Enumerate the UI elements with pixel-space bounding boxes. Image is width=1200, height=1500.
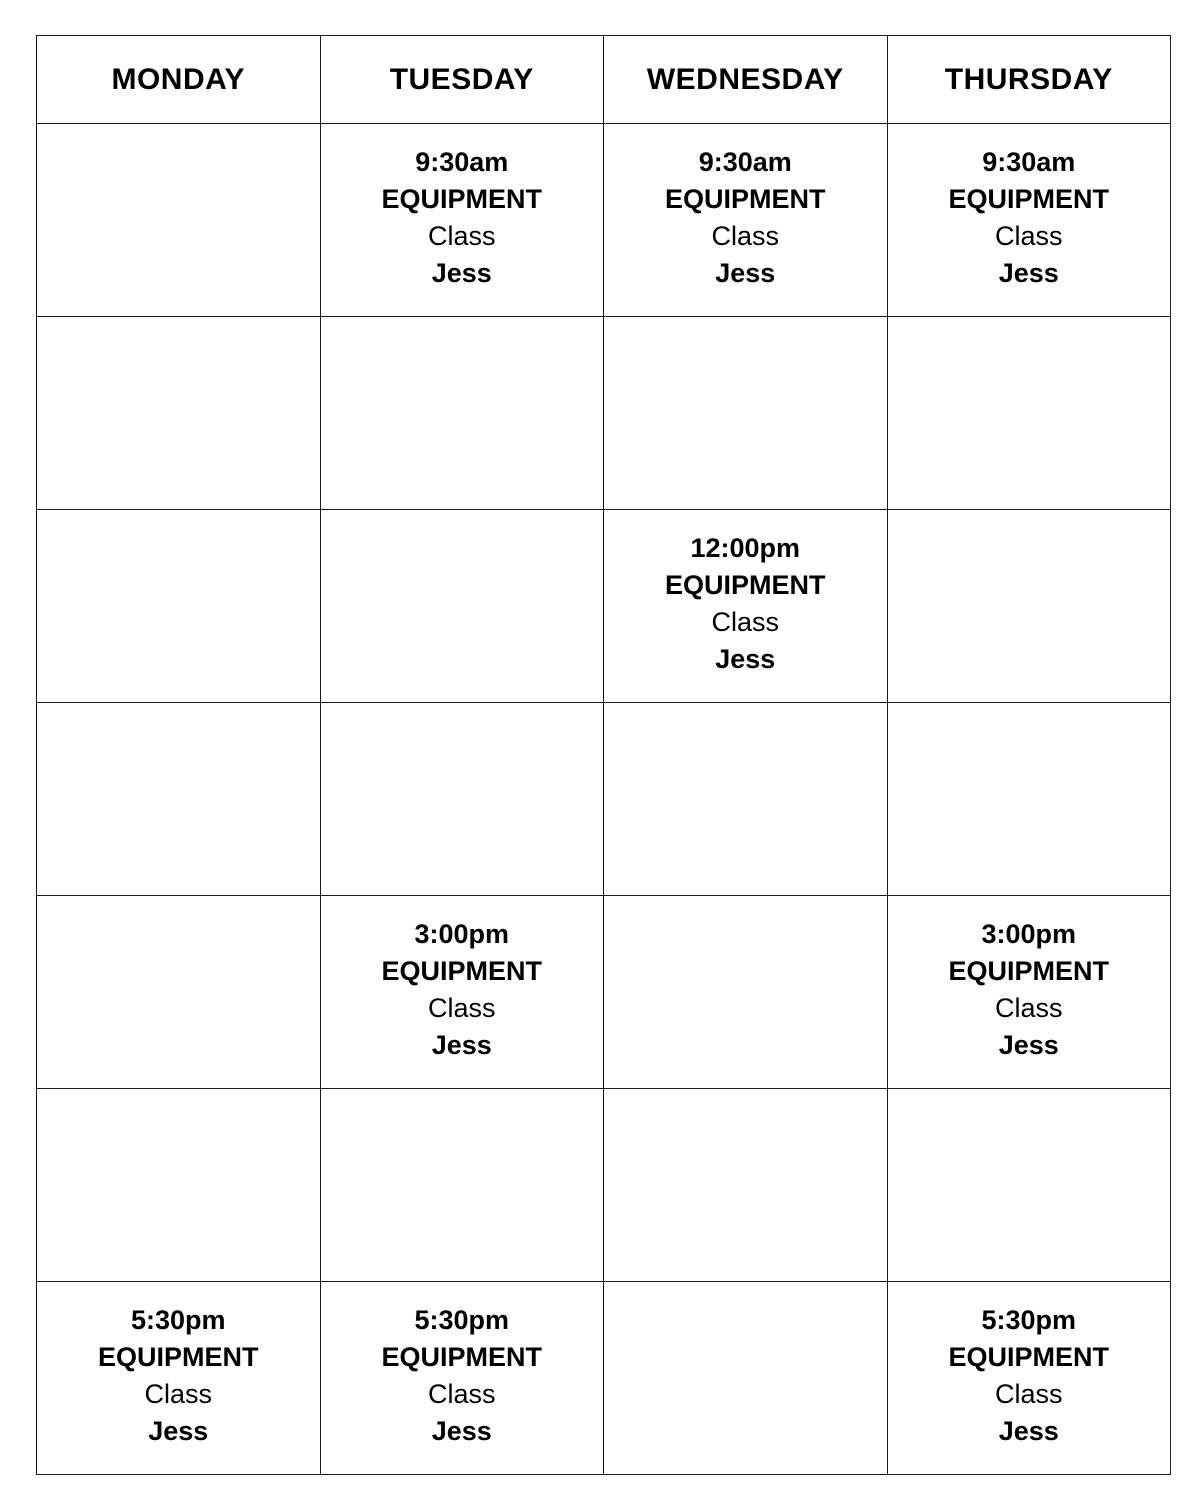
class-entry	[604, 124, 887, 292]
schedule-cell-monday	[37, 510, 321, 703]
schedule-row	[37, 1089, 1171, 1282]
schedule-cell-tuesday	[320, 317, 604, 510]
class-type: Class	[711, 607, 779, 637]
class-name: EQUIPMENT	[664, 570, 826, 600]
schedule-cell-wednesday	[604, 510, 888, 703]
schedule-cell-monday	[37, 124, 321, 317]
schedule-cell-thursday	[887, 510, 1171, 703]
schedule-cell-tuesday	[320, 1089, 604, 1282]
class-name: EQUIPMENT	[381, 184, 542, 214]
class-entry	[321, 896, 604, 1064]
schedule-cell-wednesday	[604, 896, 888, 1089]
schedule-cell-monday	[37, 1282, 321, 1475]
class-instructor: Jess	[715, 258, 776, 288]
class-time: 9:30am	[415, 147, 509, 177]
class-instructor: Jess	[431, 1030, 492, 1060]
class-entry	[888, 896, 1171, 1064]
schedule-row	[37, 896, 1171, 1089]
schedule-row	[37, 1282, 1171, 1475]
schedule-cell-monday	[37, 317, 321, 510]
class-type: Class	[427, 1379, 496, 1409]
class-entry	[888, 124, 1171, 292]
class-entry	[37, 1282, 320, 1450]
schedule-cell-tuesday	[320, 1282, 604, 1475]
class-name: EQUIPMENT	[948, 1342, 1109, 1372]
schedule-cell-tuesday	[320, 703, 604, 896]
schedule-header	[37, 36, 1171, 124]
schedule-cell-wednesday	[604, 1089, 888, 1282]
class-time: 5:30pm	[130, 1305, 226, 1335]
class-type: Class	[144, 1379, 212, 1409]
class-type: Class	[994, 1379, 1063, 1409]
class-type: Class	[427, 993, 496, 1023]
schedule-cell-monday	[37, 1089, 321, 1282]
day-header-wednesday: WEDNESDAY	[604, 36, 888, 124]
schedule-cell-thursday	[887, 1282, 1171, 1475]
schedule-cell-monday	[37, 896, 321, 1089]
class-time: 12:00pm	[690, 533, 801, 563]
class-instructor: Jess	[715, 644, 776, 674]
class-instructor: Jess	[431, 258, 492, 288]
class-entry	[888, 1282, 1171, 1450]
class-type: Class	[711, 221, 779, 251]
class-name: EQUIPMENT	[97, 1342, 259, 1372]
schedule-cell-thursday	[887, 703, 1171, 896]
class-time: 9:30am	[698, 147, 792, 177]
schedule-cell-tuesday	[320, 510, 604, 703]
schedule-row	[37, 317, 1171, 510]
class-name: EQUIPMENT	[381, 956, 542, 986]
class-time: 3:00pm	[414, 919, 510, 949]
schedule-cell-thursday	[887, 317, 1171, 510]
class-type: Class	[994, 221, 1063, 251]
schedule-cell-tuesday	[320, 124, 604, 317]
class-entry	[321, 1282, 604, 1450]
class-instructor: Jess	[148, 1416, 209, 1446]
schedule-cell-wednesday	[604, 1282, 888, 1475]
schedule-cell-thursday	[887, 124, 1171, 317]
class-time: 5:30pm	[981, 1305, 1077, 1335]
class-time: 3:00pm	[981, 919, 1077, 949]
schedule-row	[37, 124, 1171, 317]
class-name: EQUIPMENT	[381, 1342, 542, 1372]
schedule-cell-monday	[37, 703, 321, 896]
schedule-cell-thursday	[887, 1089, 1171, 1282]
class-type: Class	[427, 221, 496, 251]
class-entry	[321, 124, 604, 292]
schedule-cell-wednesday	[604, 317, 888, 510]
day-header-monday: MONDAY	[37, 36, 321, 124]
class-name: EQUIPMENT	[948, 184, 1109, 214]
class-instructor: Jess	[431, 1416, 492, 1446]
schedule-cell-thursday	[887, 896, 1171, 1089]
schedule-cell-tuesday	[320, 896, 604, 1089]
class-name: EQUIPMENT	[948, 956, 1109, 986]
class-time: 5:30pm	[414, 1305, 510, 1335]
schedule-table	[36, 35, 1171, 1475]
schedule-cell-wednesday	[604, 703, 888, 896]
schedule-cell-wednesday	[604, 124, 888, 317]
day-header-thursday: THURSDAY	[887, 36, 1171, 124]
schedule-body	[37, 124, 1171, 1475]
class-name: EQUIPMENT	[664, 184, 826, 214]
class-time: 9:30am	[982, 147, 1076, 177]
class-entry	[604, 510, 887, 678]
schedule-row	[37, 510, 1171, 703]
header-row	[37, 36, 1171, 124]
day-header-tuesday: TUESDAY	[320, 36, 604, 124]
class-instructor: Jess	[998, 1030, 1059, 1060]
class-instructor: Jess	[998, 1416, 1059, 1446]
class-type: Class	[994, 993, 1063, 1023]
class-instructor: Jess	[998, 258, 1059, 288]
schedule-row	[37, 703, 1171, 896]
